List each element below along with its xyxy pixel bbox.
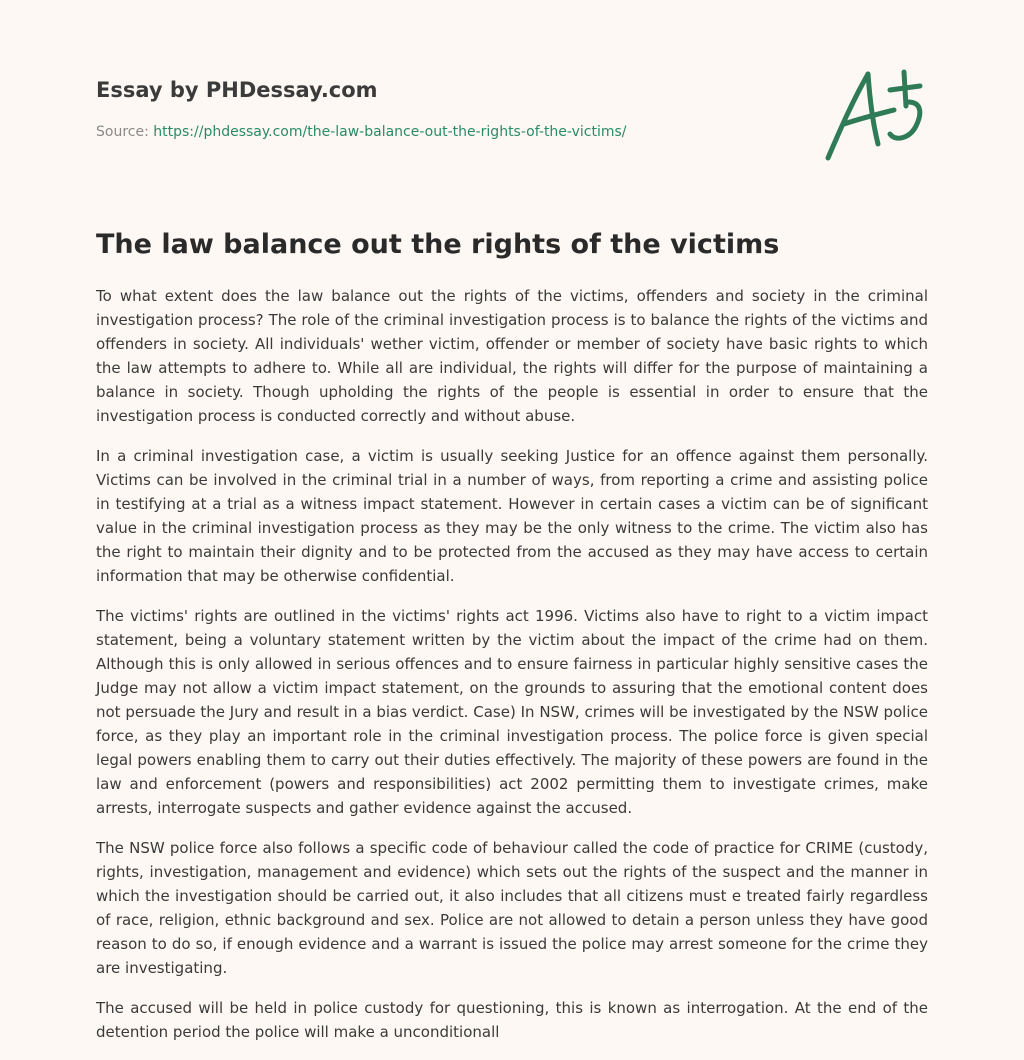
essay-paragraph: The accused will be held in police custody for questioning, this is known as interrogation. At the end of the detention period the police will make a unconditionall xyxy=(96,999,928,1041)
essay-paragraph: The victims' rights are outlined in the victims' rights act 1996. Victims also have to right to a victim impact statement, being a voluntary statement written by the victim about the impact of the crime had on them. Although this is only allowed in serious offences and to ensure fairness in particular highly sensitive cases the Judge may not allow a victim impact statement, on the grounds to assuring that the emotional content does not persuade the Jury and result in a bias verdict. Case) In NSW, crimes will be investigated by the NSW police force, as they play an important role in the criminal investigation process. The police force is given special legal powers enabling them to carry out their duties effectively. The majority of these powers are found in the law and enforcement (powers and responsibilities) act 2002 permitting them to investigate crimes, make arrests, interrogate suspects and gather evidence against the accused. xyxy=(96,607,928,817)
source-link[interactable]: https://phdessay.com/the-law-balance-out-the-rights-of-the-victims/ xyxy=(153,124,627,140)
essay-paragraph: The NSW police force also follows a specific code of behaviour called the code of practice for CRIME (custody, rights, investigation, management and evidence) which sets out the rights of the suspect and the manner in which the investigation should be carried out, it also includes that all citizens must e treated fairly regardless of race, religion, ethnic background and sex. Police are not allowed to detain a person unless they have good reason to do so, if enough evidence and a warrant is issued the police may arrest someone for the crime they are investigating. xyxy=(96,839,928,977)
site-brand: Essay by PHDessay.com xyxy=(96,78,378,102)
essay-paragraph: To what extent does the law balance out the rights of the victims, offenders and society in the criminal investigation process? The role of the criminal investigation process is to balance the rights of the victims and offenders in society. All individuals' wether victim, offender or member of society have basic rights to which the law attempts to adhere to. While all are individual, the rights will differ for the purpose of maintaining a balance in society. Though upholding the rights of the people is essential in order to ensure that the investigation process is conducted correctly and without abuse. xyxy=(96,287,928,425)
source-label: Source: xyxy=(96,124,154,140)
a-plus-grade-icon xyxy=(818,62,930,168)
source-line xyxy=(96,122,928,142)
essay-body xyxy=(96,284,928,1060)
essay-title: The law balance out the rights of the victims xyxy=(96,229,780,260)
essay-header xyxy=(96,76,928,142)
essay-paragraph: In a criminal investigation case, a victim is usually seeking Justice for an offence against them personally. Victims can be involved in the criminal trial in a number of ways, from reporting a crime and assisting police in testifying at a trial as a witness impact statement. However in certain cases a victim can be of significant value in the criminal investigation process as they may be the only witness to the crime. The victim also has the right to maintain their dignity and to be protected from the accused as they may have access to certain information that may be otherwise confidential. xyxy=(96,447,928,585)
